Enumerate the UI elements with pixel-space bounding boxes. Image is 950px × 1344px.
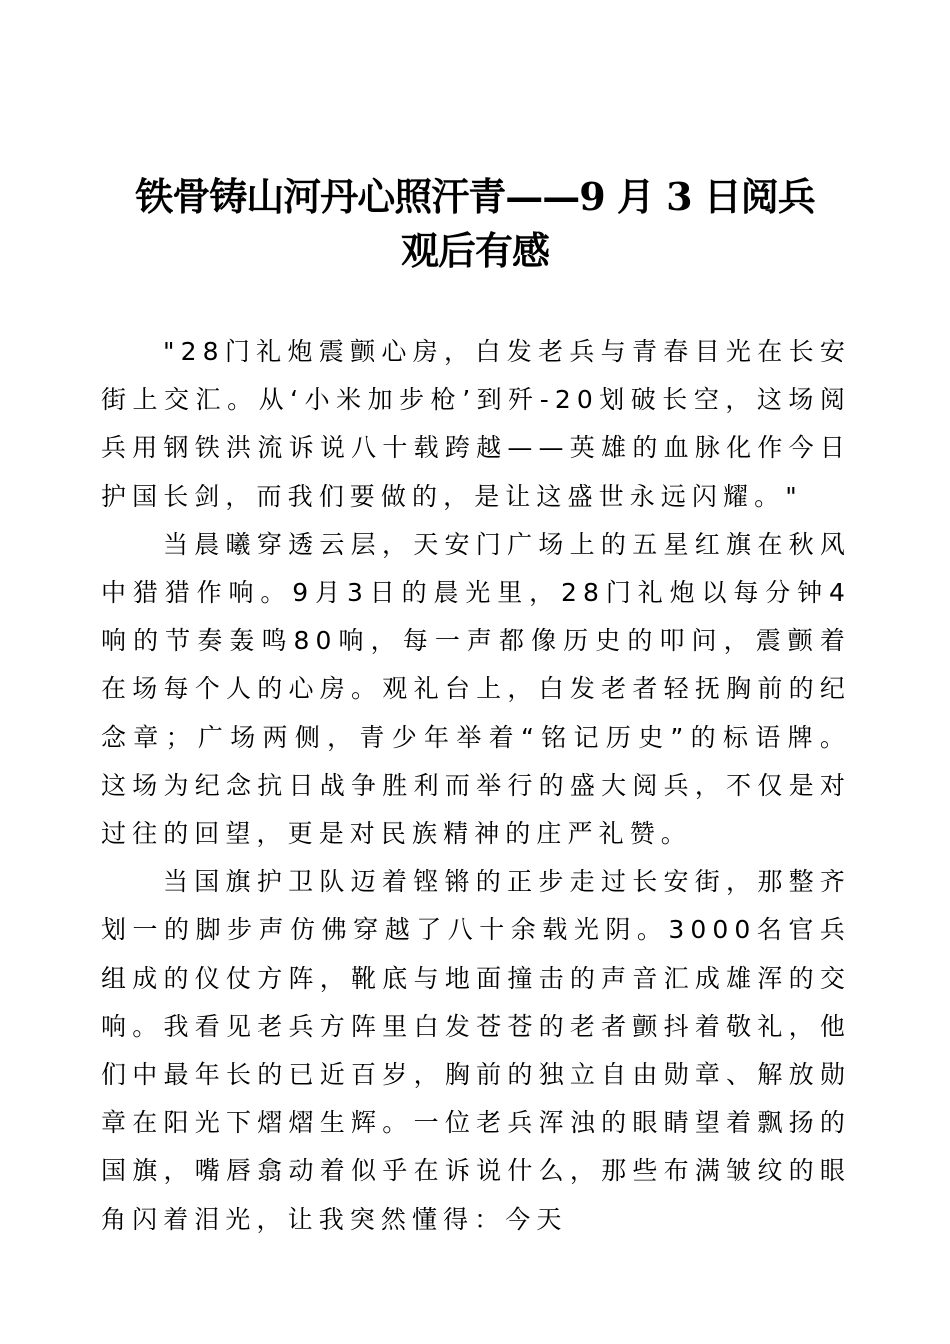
paragraph-honor-guard: 当国旗护卫队迈着铿锵的正步走过长安街，那整齐划一的脚步声仿佛穿越了八十余载光阴。3000名官兵组成的仪仗方阵，靴底与地面撞击的声音汇成雄浑的交响。我看见老兵方阵里白发苍苍的老者颤抖着敬礼，他们中最年长的已近百岁，胸前的独立自由勋章、解放勋章在阳光下熠熠生辉。一位老兵浑浊的眼睛望着飘扬的国旗，嘴唇翕动着似乎在诉说什么，那些布满皱纹的眼角闪着泪光，让我突然懂得：今天 — [101, 867, 851, 1234]
title-line-2: 观后有感 — [400, 228, 549, 273]
title-line-1: 铁骨铸山河丹心照汗青——9 月 3 日阅兵 — [135, 174, 815, 219]
document-title — [100, 170, 850, 278]
paragraph-morning-ceremony: 当晨曦穿透云层，天安门广场上的五星红旗在秋风中猎猎作响。9月3日的晨光里，28门礼炮以每分钟4响的节奏轰鸣80响，每一声都像历史的叩问，震颤着在场每个人的心房。观礼台上，白发老者轻抚胸前的纪念章；广场两侧，青少年举着“铭记历史”的标语牌。这场为纪念抗日战争胜利而举行的盛大阅兵，不仅是对过往的回望，更是对民族精神的庄严礼赞。 — [101, 529, 851, 849]
document-body — [101, 328, 851, 1244]
paragraph-quote: "28门礼炮震颤心房，白发老兵与青春目光在长安街上交汇。从‘小米加步枪’到歼-20划破长空，这场阅兵用钢铁洪流诉说八十载跨越——英雄的血脉化作今日护国长剑，而我们要做的，是让这盛世永远闪耀。" — [101, 337, 851, 511]
